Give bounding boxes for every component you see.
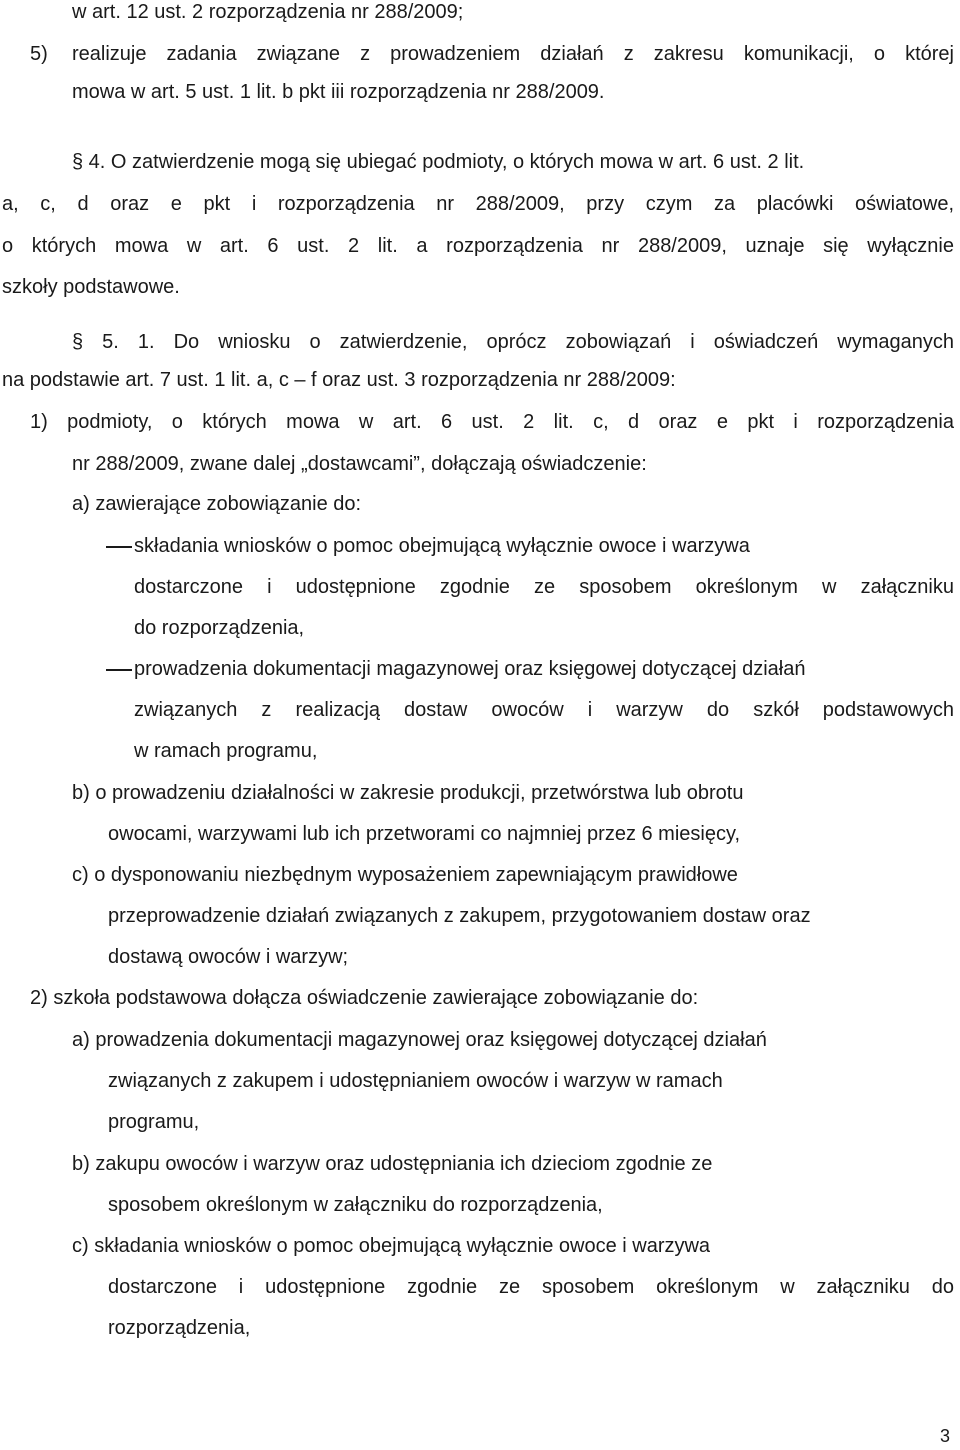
text-line: składania wniosków o pomoc obejmującą wyłącznie owoce i warzywa: [134, 535, 750, 557]
list-item: a) zawierające zobowiązanie do:: [72, 493, 362, 515]
dash-bullet: [106, 669, 132, 671]
text-line: sposobem określonym w załączniku do rozporządzenia,: [108, 1194, 603, 1216]
list-item: 2) szkoła podstawowa dołącza oświadczenie zawierające zobowiązanie do:: [30, 987, 699, 1009]
text-line: związanych z zakupem i udostępnianiem owoców i warzyw w ramach: [108, 1070, 723, 1092]
text-line: dostarczone i udostępnione zgodnie ze sposobem określonym w załączniku: [134, 576, 954, 598]
text-line: programu,: [108, 1111, 200, 1133]
text-line: w art. 12 ust. 2 rozporządzenia nr 288/2009;: [72, 1, 464, 23]
text-line: o których mowa w art. 6 ust. 2 lit. a rozporządzenia nr 288/2009, uznaje się wyłącznie: [2, 235, 954, 257]
list-item: c) o dysponowaniu niezbędnym wyposażeniem zapewniającym prawidłowe: [72, 864, 738, 886]
list-item: b) o prowadzeniu działalności w zakresie produkcji, przetwórstwa lub obrotu: [72, 782, 744, 804]
paragraph-heading: § 5. 1. Do wniosku o zatwierdzenie, oprócz zobowiązań i oświadczeń wymaganych: [72, 331, 954, 353]
text-line: związanych z realizacją dostaw owoców i warzyw do szkół podstawowych: [134, 699, 954, 721]
list-item: a) prowadzenia dokumentacji magazynowej oraz księgowej dotyczącej działań: [72, 1029, 767, 1051]
text-line: prowadzenia dokumentacji magazynowej oraz księgowej dotyczącej działań: [134, 658, 806, 680]
text-line: na podstawie art. 7 ust. 1 lit. a, c – f oraz ust. 3 rozporządzenia nr 288/2009:: [2, 369, 676, 391]
list-number: 5): [30, 43, 48, 65]
text-line: owocami, warzywami lub ich przetworami co najmniej przez 6 miesięcy,: [108, 823, 741, 845]
text-line: dostarczone i udostępnione zgodnie ze sposobem określonym w załączniku do: [108, 1276, 954, 1298]
text-line: przeprowadzenie działań związanych z zakupem, przygotowaniem dostaw oraz: [108, 905, 811, 927]
dash-bullet: [106, 546, 132, 548]
text-line: mowa w art. 5 ust. 1 lit. b pkt iii rozporządzenia nr 288/2009.: [72, 81, 605, 103]
list-item: c) składania wniosków o pomoc obejmującą wyłącznie owoce i warzywa: [72, 1235, 711, 1257]
text-line: do rozporządzenia,: [134, 617, 305, 639]
text-line: nr 288/2009, zwane dalej „dostawcami”, dołączają oświadczenie:: [72, 453, 647, 475]
paragraph-heading: § 4. O zatwierdzenie mogą się ubiegać podmioty, o których mowa w art. 6 ust. 2 lit.: [72, 151, 805, 173]
text-line: realizuje zadania związane z prowadzeniem działań z zakresu komunikacji, o której: [72, 43, 954, 65]
text-line: dostawą owoców i warzyw;: [108, 946, 349, 968]
list-item: b) zakupu owoców i warzyw oraz udostępniania ich dzieciom zgodnie ze: [72, 1153, 713, 1175]
list-item: 1) podmioty, o których mowa w art. 6 ust. 2 lit. c, d oraz e pkt i rozporządzenia: [30, 411, 954, 433]
text-line: rozporządzenia,: [108, 1317, 251, 1339]
text-line: a, c, d oraz e pkt i rozporządzenia nr 288/2009, przy czym za placówki oświatowe,: [2, 193, 954, 215]
page-number: 3: [940, 1426, 951, 1446]
text-line: szkoły podstawowe.: [2, 276, 180, 298]
text-line: w ramach programu,: [134, 740, 318, 762]
